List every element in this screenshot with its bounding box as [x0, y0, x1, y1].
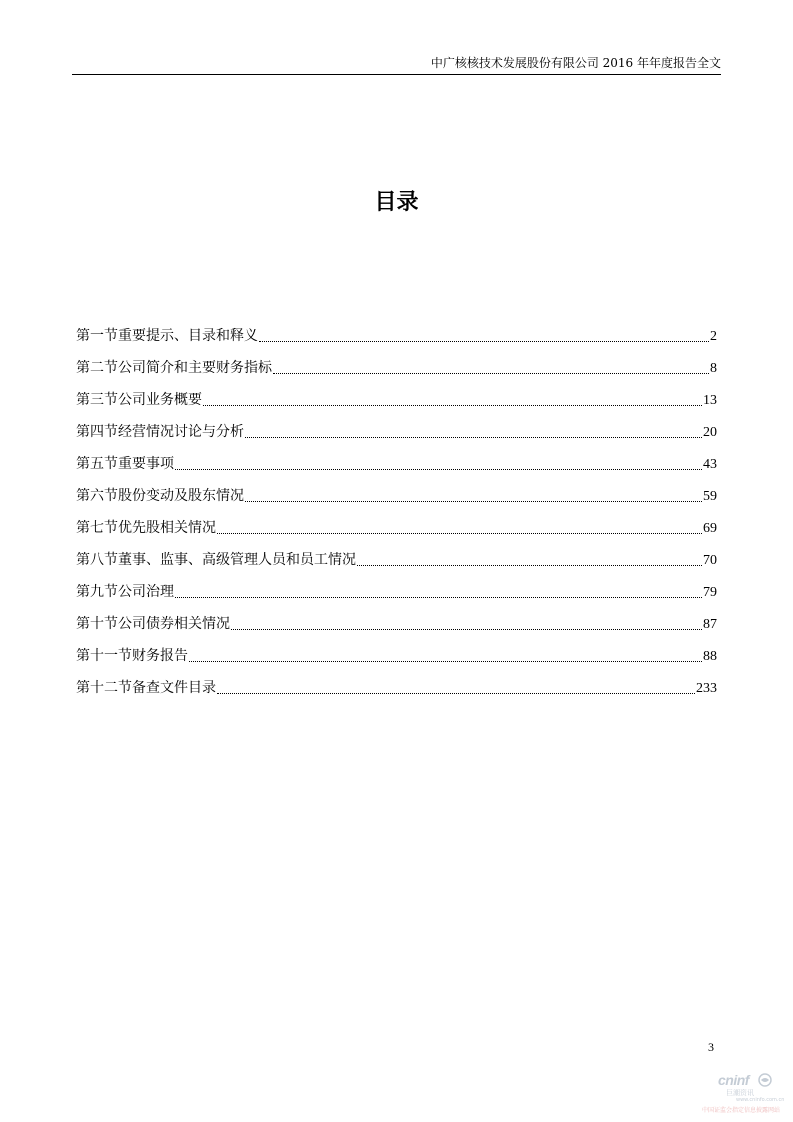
toc-entry[interactable] — [76, 610, 717, 642]
toc-dot-leader — [217, 533, 702, 534]
toc-dot-leader — [259, 341, 709, 342]
toc-entry-label: 第十节公司债券相关情况 — [76, 616, 230, 632]
toc-entry[interactable] — [76, 674, 717, 706]
toc-entry-page: 70 — [703, 553, 717, 568]
toc-entry-page: 87 — [703, 617, 717, 632]
toc-entry-page: 69 — [703, 521, 717, 536]
toc-entry-page: 43 — [703, 457, 717, 472]
toc-entry[interactable] — [76, 514, 717, 546]
toc-entry-label: 第九节公司治理 — [76, 584, 174, 600]
toc-entry[interactable] — [76, 386, 717, 418]
watermark-logo-text: cninf — [718, 1072, 749, 1088]
table-of-contents — [76, 322, 717, 706]
watermark-subtext: 巨潮资讯 — [726, 1089, 754, 1097]
toc-dot-leader — [175, 597, 702, 598]
toc-entry-page: 20 — [703, 425, 717, 440]
watermark-tagline: 中国证监会指定信息披露网站 — [702, 1107, 781, 1114]
toc-entry[interactable] — [76, 578, 717, 610]
toc-entry[interactable] — [76, 354, 717, 386]
toc-entry-label: 第一节重要提示、目录和释义 — [76, 328, 258, 344]
toc-entry[interactable] — [76, 482, 717, 514]
toc-dot-leader — [189, 661, 702, 662]
toc-dot-leader — [357, 565, 702, 566]
toc-entry-page: 59 — [703, 489, 717, 504]
toc-entry-page: 233 — [696, 681, 717, 696]
toc-entry-label: 第二节公司简介和主要财务指标 — [76, 360, 272, 376]
header-divider — [72, 74, 721, 75]
toc-dot-leader — [217, 693, 695, 694]
toc-entry-page: 88 — [703, 649, 717, 664]
toc-entry-label: 第三节公司业务概要 — [76, 392, 202, 408]
toc-entry-label: 第六节股份变动及股东情况 — [76, 488, 244, 504]
toc-entry[interactable] — [76, 418, 717, 450]
running-header: 中广核核技术发展股份有限公司 2016 年年度报告全文 — [430, 56, 721, 70]
toc-entry-page: 79 — [703, 585, 717, 600]
toc-dot-leader — [231, 629, 702, 630]
toc-entry-label: 第十一节财务报告 — [76, 648, 188, 664]
toc-dot-leader — [245, 501, 702, 502]
toc-dot-leader — [273, 373, 709, 374]
toc-dot-leader — [245, 437, 702, 438]
watermark-url: www.cninfo.com.cn — [736, 1097, 785, 1103]
toc-entry[interactable] — [76, 322, 717, 354]
toc-entry[interactable] — [76, 450, 717, 482]
toc-entry-page: 8 — [710, 361, 717, 376]
toc-dot-leader — [203, 405, 702, 406]
toc-entry-page: 13 — [703, 393, 717, 408]
toc-entry[interactable] — [76, 546, 717, 578]
page-number: 3 — [708, 1040, 714, 1054]
toc-entry-page: 2 — [710, 329, 717, 344]
toc-entry-label: 第七节优先股相关情况 — [76, 520, 216, 536]
cninfo-logo-icon — [758, 1073, 772, 1087]
toc-entry-label: 第四节经营情况讨论与分析 — [76, 424, 244, 440]
cninfo-watermark — [700, 1072, 785, 1116]
page-title: 目录 — [374, 190, 419, 215]
toc-entry-label: 第五节重要事项 — [76, 456, 174, 472]
toc-entry[interactable] — [76, 642, 717, 674]
toc-dot-leader — [175, 469, 702, 470]
toc-entry-label: 第八节董事、监事、高级管理人员和员工情况 — [76, 552, 356, 568]
toc-entry-label: 第十二节备查文件目录 — [76, 680, 216, 696]
